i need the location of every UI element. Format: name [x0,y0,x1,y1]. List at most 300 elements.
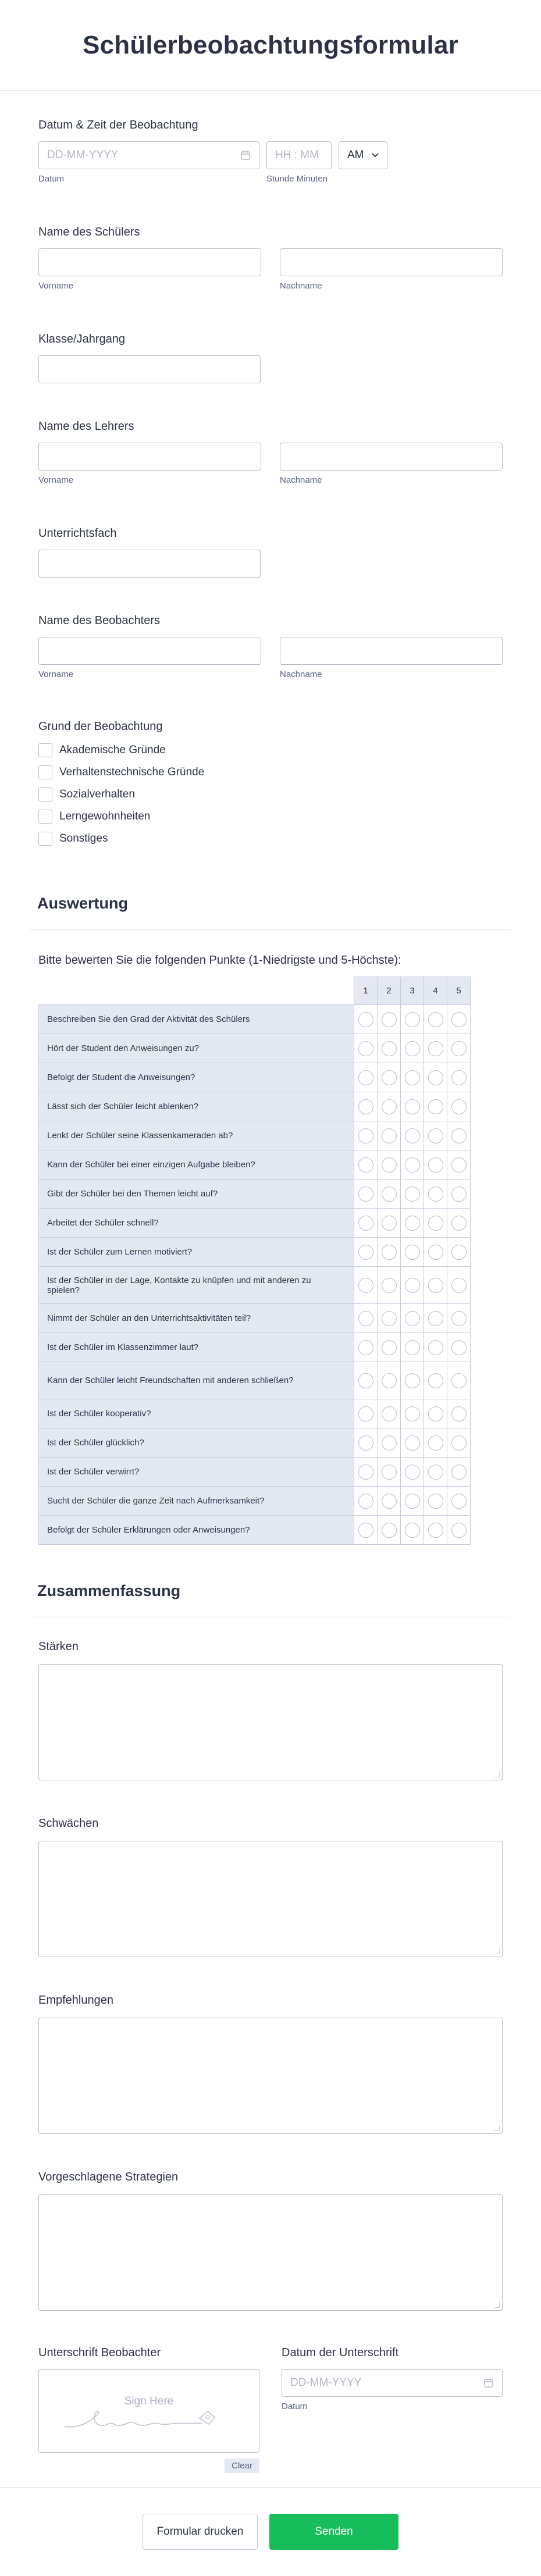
signature-date-input[interactable] [282,2369,503,2397]
summary-title: Zusammenfassung [37,1582,181,1599]
rating-radio[interactable] [428,1311,443,1326]
observation-date-sublabel: Datum [38,174,65,184]
recommendations-label: Empfehlungen [38,1994,113,2007]
student-name-field [38,226,503,291]
teacher-name-label: Name des Lehrers [38,420,134,433]
matrix-row [39,1362,471,1399]
checkbox[interactable] [38,810,52,824]
checkbox[interactable] [38,832,52,846]
matrix-cell [378,1092,401,1121]
clear-signature-button[interactable]: Clear [225,2459,259,2473]
evaluation-matrix-field [38,954,503,1545]
rating-radio[interactable] [428,1523,443,1538]
signature-placeholder: Sign Here [124,2395,174,2407]
matrix-cell [354,1399,378,1428]
strengths-field [38,1640,503,1780]
weaknesses-field [38,1817,503,1957]
matrix-cell [354,1063,378,1092]
rating-radio[interactable] [451,1245,467,1260]
matrix-cell [447,1333,471,1362]
rating-radio[interactable] [405,1311,420,1326]
rating-radio[interactable] [405,1245,420,1260]
matrix-cell [378,1399,401,1428]
rating-radio[interactable] [451,1494,467,1509]
matrix-cell [378,1304,401,1333]
matrix-cell [424,1362,447,1399]
observation-date-placeholder: DD-MM-YYYY [47,149,119,161]
rating-radio[interactable] [405,1373,420,1388]
observer-name-label: Name des Beobachters [38,614,161,627]
rating-radio[interactable] [405,1406,420,1421]
rating-radio[interactable] [428,1435,443,1451]
rating-radio[interactable] [405,1041,420,1056]
observation-date-input[interactable] [38,141,259,169]
rating-radio[interactable] [358,1245,373,1260]
section-divider [30,929,511,930]
matrix-column-header: 3 [401,977,424,1005]
observation-datetime-field [38,119,503,184]
subject-input[interactable] [38,550,261,578]
matrix-cell [424,1209,447,1238]
matrix-cell [354,1209,378,1238]
rating-radio[interactable] [382,1041,397,1056]
matrix-cell [354,1487,378,1516]
rating-radio[interactable] [451,1406,467,1421]
matrix-cell [378,1458,401,1487]
class-grade-label: Klasse/Jahrgang [38,333,125,345]
rating-radio[interactable] [358,1373,373,1388]
rating-radio[interactable] [451,1012,467,1027]
matrix-cell [447,1399,471,1428]
matrix-cell [378,1428,401,1458]
rating-radio[interactable] [428,1128,443,1143]
matrix-cell [424,1121,447,1150]
submit-button[interactable]: Senden [269,2514,398,2550]
signature-field [38,2346,259,2471]
matrix-cell [401,1487,424,1516]
matrix-cell [424,1238,447,1267]
rating-radio[interactable] [382,1099,397,1114]
matrix-cell [378,1487,401,1516]
reason-option-label: Verhaltenstechnische Gründe [59,766,205,778]
matrix-row [39,1180,471,1209]
matrix-row-label: Nimmt der Schüler an den Unterrichtsaktivitäten teil? [39,1304,354,1333]
checkbox[interactable] [38,743,52,757]
matrix-row-label: Ist der Schüler im Klassenzimmer laut? [39,1333,354,1362]
matrix-cell [447,1238,471,1267]
matrix-cell [424,1458,447,1487]
rating-radio[interactable] [358,1494,373,1509]
recommendations-textarea[interactable] [38,2018,503,2134]
rating-radio[interactable] [428,1245,443,1260]
rating-radio[interactable] [405,1099,420,1114]
rating-radio[interactable] [428,1041,443,1056]
rating-radio[interactable] [428,1373,443,1388]
observer-name-field [38,614,503,679]
signature-scribble-icon [62,2403,237,2438]
matrix-cell [378,1121,401,1150]
rating-radio[interactable] [382,1311,397,1326]
matrix-cell [447,1180,471,1209]
ampm-value: AM [347,149,364,161]
subject-label: Unterrichtsfach [38,527,117,540]
reason-field [38,720,503,850]
observation-datetime-label: Datum & Zeit der Beobachtung [38,119,198,131]
matrix-cell [424,1092,447,1121]
evaluation-title: Auswertung [37,895,129,912]
rating-radio[interactable] [382,1187,397,1202]
rating-radio[interactable] [451,1340,467,1355]
observer-first-name-sublabel: Vorname [38,669,74,679]
observation-time-input[interactable] [266,141,332,169]
matrix-row-label: Hört der Student den Anweisungen zu? [39,1034,354,1063]
matrix-cell [447,1516,471,1545]
reason-option[interactable] [38,828,503,850]
checkbox[interactable] [38,788,52,801]
matrix-cell [354,1333,378,1362]
calendar-icon[interactable] [483,2378,494,2388]
ampm-select[interactable] [339,141,387,169]
matrix-cell [401,1267,424,1304]
matrix-row [39,1428,471,1458]
reason-option-label: Sonstiges [59,832,108,845]
checkbox[interactable] [38,765,52,779]
matrix-label: Bitte bewerten Sie die folgenden Punkte (1-Niedrigste und 5-Höchste): [38,954,401,967]
rating-radio[interactable] [405,1216,420,1231]
matrix-cell [401,1428,424,1458]
matrix-cell [401,1238,424,1267]
matrix-cell [378,1034,401,1063]
rating-radio[interactable] [428,1157,443,1173]
class-grade-field [38,333,503,383]
matrix-row [39,1005,471,1034]
rating-radio[interactable] [428,1012,443,1027]
rating-radio[interactable] [428,1187,443,1202]
matrix-cell [447,1034,471,1063]
rating-radio[interactable] [358,1278,373,1293]
rating-radio[interactable] [428,1070,443,1085]
teacher-last-name-input[interactable] [280,443,503,471]
teacher-last-name-sublabel: Nachname [280,475,322,485]
class-grade-input[interactable] [38,355,261,383]
rating-radio[interactable] [405,1128,420,1143]
rating-radio[interactable] [451,1465,467,1480]
rating-radio[interactable] [405,1523,420,1538]
rating-radio[interactable] [358,1435,373,1451]
rating-matrix [38,977,471,1545]
rating-radio[interactable] [358,1099,373,1114]
rating-radio[interactable] [451,1157,467,1173]
signature-pad[interactable] [38,2369,259,2453]
rating-radio[interactable] [405,1340,420,1355]
rating-radio[interactable] [358,1523,373,1538]
matrix-cell [424,1267,447,1304]
rating-radio[interactable] [405,1465,420,1480]
matrix-cell [378,1180,401,1209]
rating-radio[interactable] [382,1435,397,1451]
matrix-cell [447,1428,471,1458]
student-last-name-sublabel: Nachname [280,281,322,291]
matrix-cell [354,1180,378,1209]
matrix-cell [378,1209,401,1238]
rating-radio[interactable] [358,1157,373,1173]
observer-last-name-input[interactable] [280,637,503,665]
matrix-cell [378,1063,401,1092]
rating-radio[interactable] [428,1099,443,1114]
rating-radio[interactable] [451,1435,467,1451]
matrix-row [39,1150,471,1180]
rating-radio[interactable] [358,1012,373,1027]
form-title: Schülerbeobachtungsformular [83,30,458,59]
rating-radio[interactable] [405,1070,420,1085]
rating-radio[interactable] [358,1187,373,1202]
rating-radio[interactable] [451,1187,467,1202]
matrix-cell [401,1005,424,1034]
strategies-label: Vorgeschlagene Strategien [38,2171,179,2183]
form-footer [0,2487,541,2576]
matrix-row-label: Gibt der Schüler bei den Themen leicht auf? [39,1180,354,1209]
matrix-cell [378,1333,401,1362]
student-name-label: Name des Schülers [38,226,140,238]
rating-radio[interactable] [451,1311,467,1326]
rating-radio[interactable] [405,1278,420,1293]
rating-radio[interactable] [358,1128,373,1143]
matrix-row-label: Befolgt der Student die Anweisungen? [39,1063,354,1092]
teacher-first-name-sublabel: Vorname [38,475,74,485]
matrix-row-label: Beschreiben Sie den Grad der Aktivität des Schülers [39,1005,354,1034]
matrix-cell [401,1362,424,1399]
matrix-cell [354,1304,378,1333]
matrix-cell [401,1399,424,1428]
matrix-cell [447,1487,471,1516]
reason-option[interactable] [38,739,503,761]
rating-radio[interactable] [382,1245,397,1260]
strategies-textarea[interactable] [38,2194,503,2311]
matrix-cell [424,1180,447,1209]
matrix-cell [378,1362,401,1399]
matrix-cell [354,1150,378,1180]
matrix-cell [354,1428,378,1458]
matrix-column-header: 1 [354,977,378,1005]
reason-options [38,739,503,850]
resize-handle[interactable] [494,1772,500,1777]
reason-option-label: Lerngewohnheiten [59,810,151,822]
rating-radio[interactable] [405,1435,420,1451]
matrix-column-header: 2 [378,977,401,1005]
matrix-cell [354,1458,378,1487]
matrix-row [39,1121,471,1150]
rating-radio[interactable] [405,1012,420,1027]
calendar-icon[interactable] [240,150,251,161]
student-first-name-sublabel: Vorname [38,281,74,291]
student-last-name-input[interactable] [280,248,503,276]
matrix-row [39,1304,471,1333]
matrix-cell [378,1005,401,1034]
matrix-cell [354,1238,378,1267]
signature-date-label: Datum der Unterschrift [282,2346,399,2359]
matrix-row [39,1238,471,1267]
matrix-cell [424,1150,447,1180]
rating-radio[interactable] [382,1523,397,1538]
subject-field [38,527,503,578]
reason-label: Grund der Beobachtung [38,720,163,733]
reason-option-label: Akademische Gründe [59,744,166,756]
resize-handle[interactable] [494,1948,500,1954]
matrix-cell [401,1121,424,1150]
matrix-row [39,1458,471,1487]
rating-radio[interactable] [451,1373,467,1388]
rating-radio[interactable] [382,1406,397,1421]
matrix-cell [447,1458,471,1487]
matrix-cell [447,1150,471,1180]
matrix-cell [401,1063,424,1092]
matrix-cell [424,1063,447,1092]
recommendations-field [38,1994,503,2134]
signature-label: Unterschrift Beobachter [38,2346,161,2359]
matrix-cell [401,1516,424,1545]
rating-radio[interactable] [358,1311,373,1326]
matrix-cell [424,1034,447,1063]
resize-handle[interactable] [494,2302,500,2308]
resize-handle[interactable] [494,2125,500,2131]
rating-radio[interactable] [451,1128,467,1143]
chevron-down-icon [372,153,379,158]
matrix-row-label: Kann der Schüler leicht Freundschaften mit anderen schließen? [39,1362,354,1399]
rating-radio[interactable] [382,1157,397,1173]
matrix-cell [401,1034,424,1063]
rating-radio[interactable] [358,1216,373,1231]
matrix-cell [424,1399,447,1428]
matrix-column-header: 5 [447,977,471,1005]
matrix-cell [447,1121,471,1150]
matrix-cell [424,1516,447,1545]
matrix-row-label: Ist der Schüler glücklich? [39,1428,354,1458]
signature-date-placeholder: DD-MM-YYYY [290,2377,362,2389]
reason-option[interactable] [38,761,503,783]
form-header [0,0,541,91]
matrix-cell [447,1209,471,1238]
rating-radio[interactable] [382,1012,397,1027]
matrix-cell [447,1304,471,1333]
rating-radio[interactable] [382,1128,397,1143]
rating-radio[interactable] [405,1157,420,1173]
matrix-cell [401,1092,424,1121]
reason-option[interactable] [38,806,503,828]
matrix-row-label: Ist der Schüler in der Lage, Kontakte zu knüpfen und mit anderen zu spielen? [39,1267,354,1304]
signature-date-field [282,2346,503,2411]
matrix-cell [378,1238,401,1267]
rating-radio[interactable] [428,1406,443,1421]
rating-radio[interactable] [428,1340,443,1355]
signature-date-sublabel: Datum [282,2402,308,2411]
rating-radio[interactable] [451,1041,467,1056]
rating-radio[interactable] [428,1216,443,1231]
matrix-cell [401,1304,424,1333]
matrix-corner [39,977,354,1005]
rating-radio[interactable] [451,1070,467,1085]
reason-option[interactable] [38,783,503,806]
matrix-cell [447,1063,471,1092]
matrix-cell [424,1428,447,1458]
matrix-cell [424,1333,447,1362]
rating-radio[interactable] [451,1278,467,1293]
matrix-cell [378,1150,401,1180]
observation-time-sublabel: Stunde Minuten [266,174,328,184]
teacher-first-name-input[interactable] [38,443,261,471]
matrix-cell [354,1267,378,1304]
rating-radio[interactable] [382,1494,397,1509]
rating-radio[interactable] [358,1041,373,1056]
matrix-row [39,1034,471,1063]
rating-radio[interactable] [382,1373,397,1388]
rating-radio[interactable] [382,1278,397,1293]
matrix-cell [424,1487,447,1516]
rating-radio[interactable] [405,1187,420,1202]
print-form-button[interactable]: Formular drucken [143,2514,258,2550]
rating-radio[interactable] [382,1340,397,1355]
matrix-cell [401,1180,424,1209]
summary-heading [37,1582,503,1600]
rating-radio[interactable] [451,1099,467,1114]
matrix-cell [447,1267,471,1304]
strengths-label: Stärken [38,1640,79,1653]
matrix-cell [424,1304,447,1333]
matrix-row [39,1516,471,1545]
weaknesses-textarea[interactable] [38,1841,503,1957]
matrix-row-label: Kann der Schüler bei einer einzigen Aufgabe bleiben? [39,1150,354,1180]
matrix-cell [354,1362,378,1399]
rating-radio[interactable] [428,1278,443,1293]
rating-radio[interactable] [358,1406,373,1421]
matrix-cell [401,1333,424,1362]
rating-radio[interactable] [405,1494,420,1509]
rating-radio[interactable] [382,1216,397,1231]
matrix-cell [354,1005,378,1034]
weaknesses-label: Schwächen [38,1817,99,1830]
matrix-column-header: 4 [424,977,447,1005]
matrix-cell [401,1458,424,1487]
rating-radio[interactable] [358,1070,373,1085]
matrix-row [39,1399,471,1428]
matrix-cell [447,1362,471,1399]
matrix-cell [401,1209,424,1238]
matrix-row-label: Ist der Schüler verwirrt? [39,1458,354,1487]
matrix-row [39,1092,471,1121]
matrix-row-label: Sucht der Schüler die ganze Zeit nach Aufmerksamkeit? [39,1487,354,1516]
matrix-row [39,1487,471,1516]
matrix-row [39,1333,471,1362]
strengths-textarea[interactable] [38,1664,503,1780]
observation-time-placeholder: HH : MM [275,149,319,161]
rating-radio[interactable] [358,1465,373,1480]
student-first-name-input[interactable] [38,248,261,276]
rating-radio[interactable] [451,1216,467,1231]
rating-radio[interactable] [428,1494,443,1509]
observer-first-name-input[interactable] [38,637,261,665]
matrix-cell [354,1092,378,1121]
matrix-cell [378,1516,401,1545]
rating-radio[interactable] [451,1523,467,1538]
rating-radio[interactable] [428,1465,443,1480]
rating-radio[interactable] [382,1070,397,1085]
rating-radio[interactable] [358,1340,373,1355]
teacher-name-field [38,420,503,485]
observer-last-name-sublabel: Nachname [280,669,322,679]
rating-radio[interactable] [382,1465,397,1480]
matrix-cell [354,1034,378,1063]
evaluation-heading [37,895,503,913]
matrix-cell [354,1516,378,1545]
